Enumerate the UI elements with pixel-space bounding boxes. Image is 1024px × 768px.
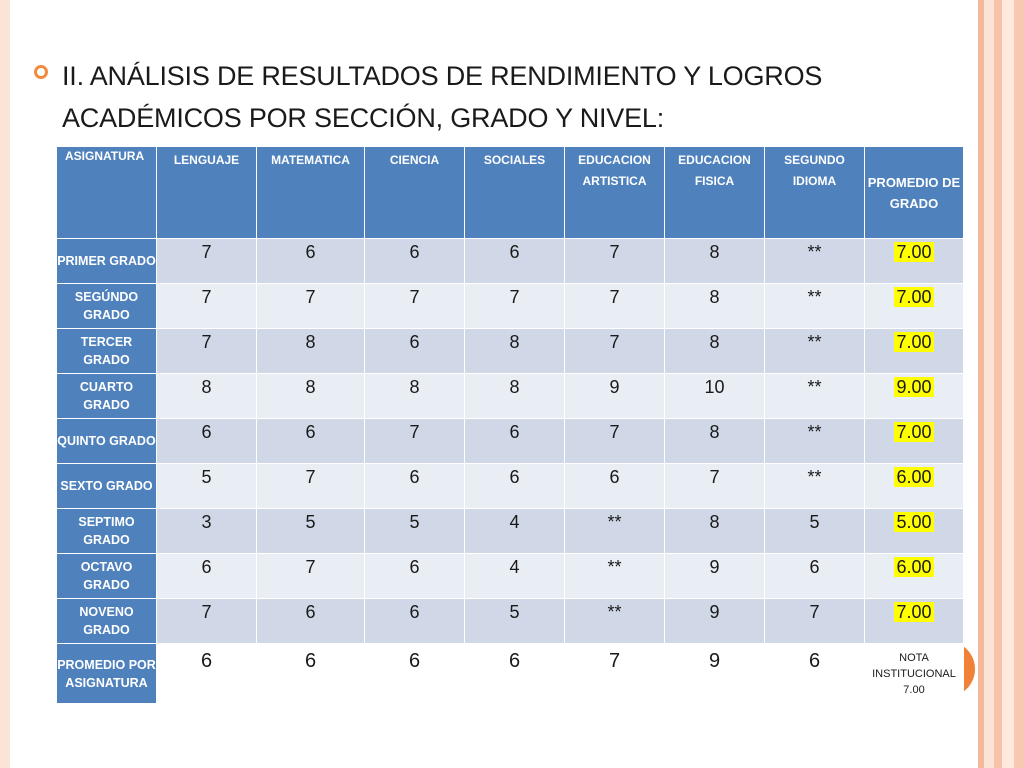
cell-value: 7 <box>257 284 365 329</box>
row-label: NOVENO GRADO <box>57 599 157 644</box>
header-cell: SOCIALES <box>465 147 565 239</box>
cell-value: 10 <box>665 374 765 419</box>
table-row <box>57 599 964 644</box>
cell-value: 5 <box>365 509 465 554</box>
cell-value: 6 <box>765 554 865 599</box>
cell-value: 5 <box>465 599 565 644</box>
cell-value: 4 <box>465 509 565 554</box>
row-label: TERCER GRADO <box>57 329 157 374</box>
cell-value: ** <box>765 284 865 329</box>
row-label: CUARTO GRADO <box>57 374 157 419</box>
row-label: SEGÚNDO GRADO <box>57 284 157 329</box>
cell-value: 8 <box>257 329 365 374</box>
table-row <box>57 509 964 554</box>
cell-value: 4 <box>465 554 565 599</box>
grade-average-cell <box>865 464 964 509</box>
table-row <box>57 554 964 599</box>
grade-average-cell <box>865 329 964 374</box>
table-row <box>57 374 964 419</box>
grade-average-cell <box>865 509 964 554</box>
cell-value: 7 <box>257 464 365 509</box>
grade-average: 5.00 <box>896 512 932 532</box>
cell-value: 6 <box>365 239 465 284</box>
row-label: OCTAVO GRADO <box>57 554 157 599</box>
header-cell: CIENCIA <box>365 147 465 239</box>
table-row <box>57 419 964 464</box>
header-cell: PROMEDIO DE GRADO <box>865 147 964 239</box>
grade-average-cell <box>865 554 964 599</box>
cell-value: 7 <box>765 599 865 644</box>
cell-value: 6 <box>257 599 365 644</box>
row-label: SEXTO GRADO <box>57 464 157 509</box>
footer-row <box>57 644 964 704</box>
table-row <box>57 239 964 284</box>
cell-value: 9 <box>565 374 665 419</box>
cell-value: 6 <box>365 554 465 599</box>
cell-value: 6 <box>465 644 565 704</box>
cell-value: 8 <box>157 374 257 419</box>
cell-value: 5 <box>257 509 365 554</box>
grade-average: 7.00 <box>896 242 932 262</box>
cell-value: 7 <box>565 329 665 374</box>
decor-stripe <box>0 0 10 768</box>
cell-value: 6 <box>465 419 565 464</box>
row-label: QUINTO GRADO <box>57 419 157 464</box>
cell-value: 8 <box>665 284 765 329</box>
cell-value: 7 <box>465 284 565 329</box>
cell-value: 6 <box>157 644 257 704</box>
grade-average: 6.00 <box>896 557 932 577</box>
cell-value: 8 <box>465 329 565 374</box>
cell-value: 6 <box>257 239 365 284</box>
header-row <box>57 147 964 239</box>
header-cell: SEGUNDO IDIOMA <box>765 147 865 239</box>
cell-value: 6 <box>465 239 565 284</box>
cell-value: ** <box>765 329 865 374</box>
cell-value: 9 <box>665 644 765 704</box>
grade-average-cell <box>865 419 964 464</box>
grade-average-cell <box>865 284 964 329</box>
cell-value: ** <box>765 239 865 284</box>
grade-average-cell <box>865 599 964 644</box>
institutional-note: NOTA INSTITUCIONAL 7.00 <box>865 644 964 704</box>
decor-stripe <box>1002 0 1014 768</box>
cell-value: 6 <box>365 464 465 509</box>
cell-value: 7 <box>565 419 665 464</box>
cell-value: 7 <box>365 419 465 464</box>
grade-average-cell <box>865 239 964 284</box>
cell-value: ** <box>565 599 665 644</box>
title-line-2: ACADÉMICOS POR SECCIÓN, GRADO Y NIVEL: <box>62 103 665 133</box>
cell-value: 8 <box>665 329 765 374</box>
cell-value: ** <box>565 554 665 599</box>
cell-value: 8 <box>465 374 565 419</box>
cell-value: 7 <box>565 284 665 329</box>
cell-value: 9 <box>665 554 765 599</box>
cell-value: 8 <box>365 374 465 419</box>
cell-value: 7 <box>565 644 665 704</box>
grade-average: 9.00 <box>896 377 932 397</box>
grade-average-cell <box>865 374 964 419</box>
cell-value: 6 <box>257 419 365 464</box>
cell-value: ** <box>565 509 665 554</box>
cell-value: 6 <box>157 419 257 464</box>
cell-value: 7 <box>157 329 257 374</box>
header-cell: ASIGNATURA <box>57 147 157 239</box>
grade-average: 6.00 <box>896 467 932 487</box>
header-cell: LENGUAJE <box>157 147 257 239</box>
cell-value: 5 <box>157 464 257 509</box>
grade-average: 7.00 <box>896 287 932 307</box>
row-label: SEPTIMO GRADO <box>57 509 157 554</box>
cell-value: 7 <box>257 554 365 599</box>
title-line-1: II. ANÁLISIS DE RESULTADOS DE RENDIMIENTO Y LOGROS <box>62 61 823 91</box>
cell-value: 8 <box>665 239 765 284</box>
grade-average: 7.00 <box>896 422 932 442</box>
cell-value: ** <box>765 464 865 509</box>
cell-value: 6 <box>257 644 365 704</box>
cell-value: 5 <box>765 509 865 554</box>
cell-value: 6 <box>365 599 465 644</box>
cell-value: 7 <box>157 239 257 284</box>
cell-value: 7 <box>365 284 465 329</box>
grade-average: 7.00 <box>896 332 932 352</box>
cell-value: 6 <box>365 644 465 704</box>
row-label: PRIMER GRADO <box>57 239 157 284</box>
cell-value: 6 <box>157 554 257 599</box>
cell-value: 7 <box>665 464 765 509</box>
cell-value: 6 <box>565 464 665 509</box>
table-row <box>57 464 964 509</box>
decor-stripe <box>994 0 1002 768</box>
cell-value: 7 <box>157 284 257 329</box>
cell-value: 6 <box>365 329 465 374</box>
header-cell: EDUCACION FISICA <box>665 147 765 239</box>
cell-value: 8 <box>257 374 365 419</box>
decor-stripe <box>984 0 994 768</box>
grade-average: 7.00 <box>896 602 932 622</box>
table-row <box>57 329 964 374</box>
cell-value: 6 <box>465 464 565 509</box>
cell-value: 6 <box>765 644 865 704</box>
slide-title <box>62 55 902 139</box>
row-label: PROMEDIO POR ASIGNATURA <box>57 644 157 704</box>
decor-stripe <box>1014 0 1024 768</box>
cell-value: 8 <box>665 419 765 464</box>
cell-value: 8 <box>665 509 765 554</box>
cell-value: 7 <box>565 239 665 284</box>
cell-value: 3 <box>157 509 257 554</box>
cell-value: ** <box>765 419 865 464</box>
table-row <box>57 284 964 329</box>
bullet-icon <box>34 65 48 79</box>
cell-value: 7 <box>157 599 257 644</box>
cell-value: 9 <box>665 599 765 644</box>
cell-value: ** <box>765 374 865 419</box>
header-cell: EDUCACION ARTISTICA <box>565 147 665 239</box>
header-cell: MATEMATICA <box>257 147 365 239</box>
results-table <box>56 146 964 704</box>
